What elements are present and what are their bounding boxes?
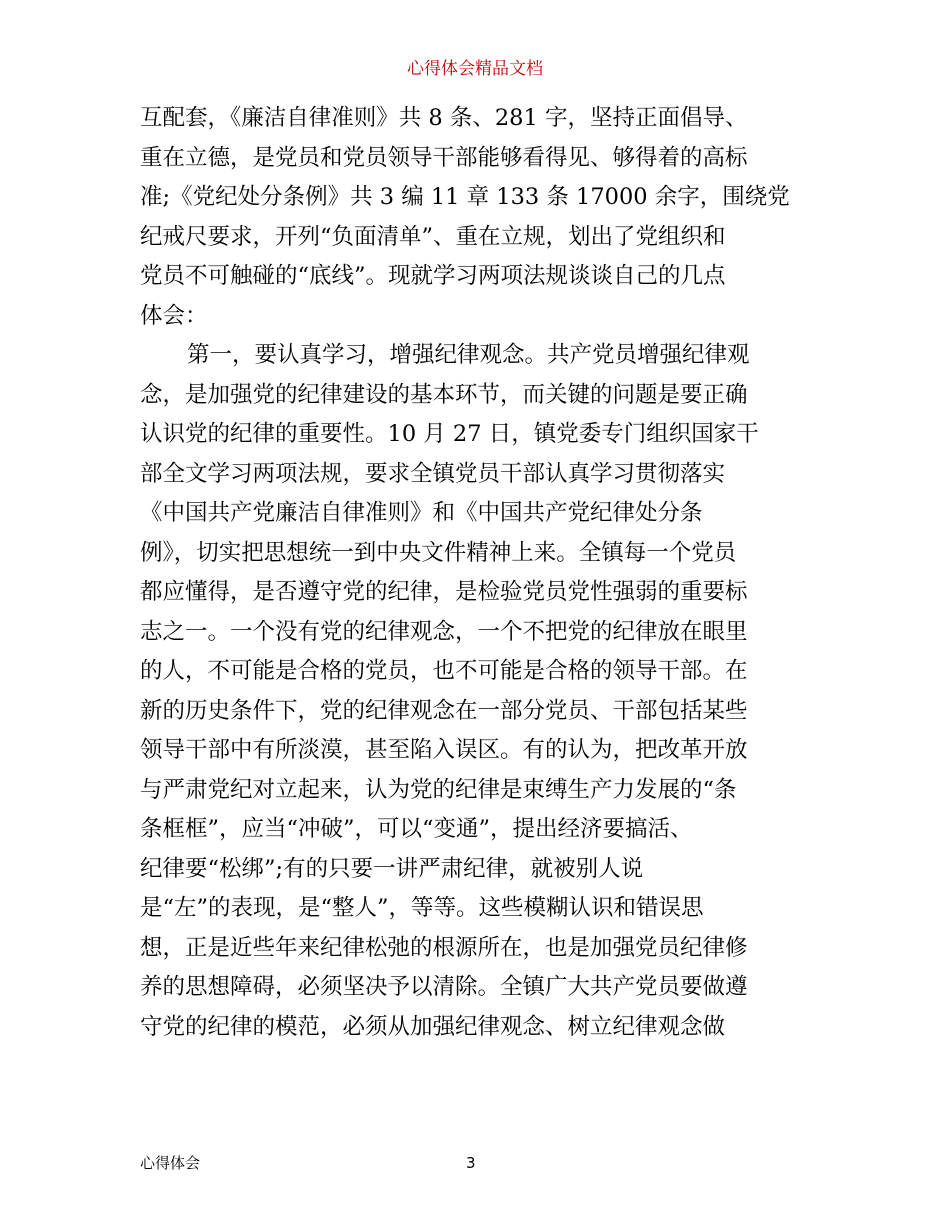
text-line: 新的历史条件下，党的纪律观念在一部分党员、干部包括某些: [140, 697, 748, 724]
text-line: 部全文学习两项法规，要求全镇党员干部认真学习贯彻落实: [140, 460, 726, 487]
document-body: [140, 99, 820, 1047]
text-line: 体会：: [140, 302, 208, 329]
text-line: 纪戒尺要求，开列“负面清单”、重在立规，划出了党组织和: [140, 223, 726, 250]
text-line: 条框框”，应当“冲破”，可以“变通”，提出经济要搞活、: [140, 816, 693, 842]
text-line: 互配套，《廉洁自律准则》共 8 条、281 字，坚持正面倡导、: [140, 105, 748, 131]
text-line: 守党的纪律的模范，必须从加强纪律观念、树立纪律观念做: [140, 1013, 726, 1040]
text-line: 念，是加强党的纪律建设的基本环节，而关键的问题是要正确: [140, 381, 748, 408]
text-line: 准;《党纪处分条例》共 3 编 11 章 133 条 17000 余字，围绕党: [140, 184, 790, 210]
text-line: 与严肃党纪对立起来，认为党的纪律是束缚生产力发展的“条: [140, 776, 737, 803]
text-line: 是“左”的表现，是“整人”，等等。这些模糊认识和错误思: [140, 895, 704, 921]
text-line: 的人，不可能是合格的党员，也不可能是合格的领导干部。在: [140, 658, 748, 684]
text-line: 党员不可触碰的“底线”。现就学习两项法规谈谈自己的几点: [140, 263, 726, 289]
text-line: 《中国共产党廉洁自律准则》和《中国共产党纪律处分条: [140, 500, 703, 526]
text-line: 养的思想障碍，必须坚决予以清除。全镇广大共产党员要做遵: [140, 974, 748, 1000]
footer-label: 心得体会: [140, 1154, 201, 1172]
text-line: 重在立德，是党员和党员领导干部能够看得见、够得着的高标: [140, 144, 748, 171]
paragraph-first-line: 第一，要认真学习，增强纪律观念。共产党员增强纪律观: [187, 342, 750, 368]
text-line: 例》，切实把思想统一到中央文件精神上来。全镇每一个党员: [140, 539, 737, 566]
text-line: 都应懂得，是否遵守党的纪律，是检验党员党性强弱的重要标: [140, 579, 748, 605]
text-line: 志之一。一个没有党的纪律观念，一个不把党的纪律放在眼里: [140, 618, 748, 645]
text-line: 领导干部中有所淡漠，甚至陷入误区。有的认为，把改革开放: [140, 737, 748, 763]
page-header-title: 心得体会精品文档: [407, 59, 543, 79]
text-line: 纪律要“松绑”;有的只要一讲严肃纪律，就被别人说: [140, 855, 644, 882]
page-number: 3: [466, 1154, 476, 1172]
text-line: 认识党的纪律的重要性。10 月 27 日，镇党委专门组织国家干: [140, 421, 759, 447]
text-line: 想，正是近些年来纪律松弛的根源所在，也是加强党员纪律修: [140, 934, 748, 961]
